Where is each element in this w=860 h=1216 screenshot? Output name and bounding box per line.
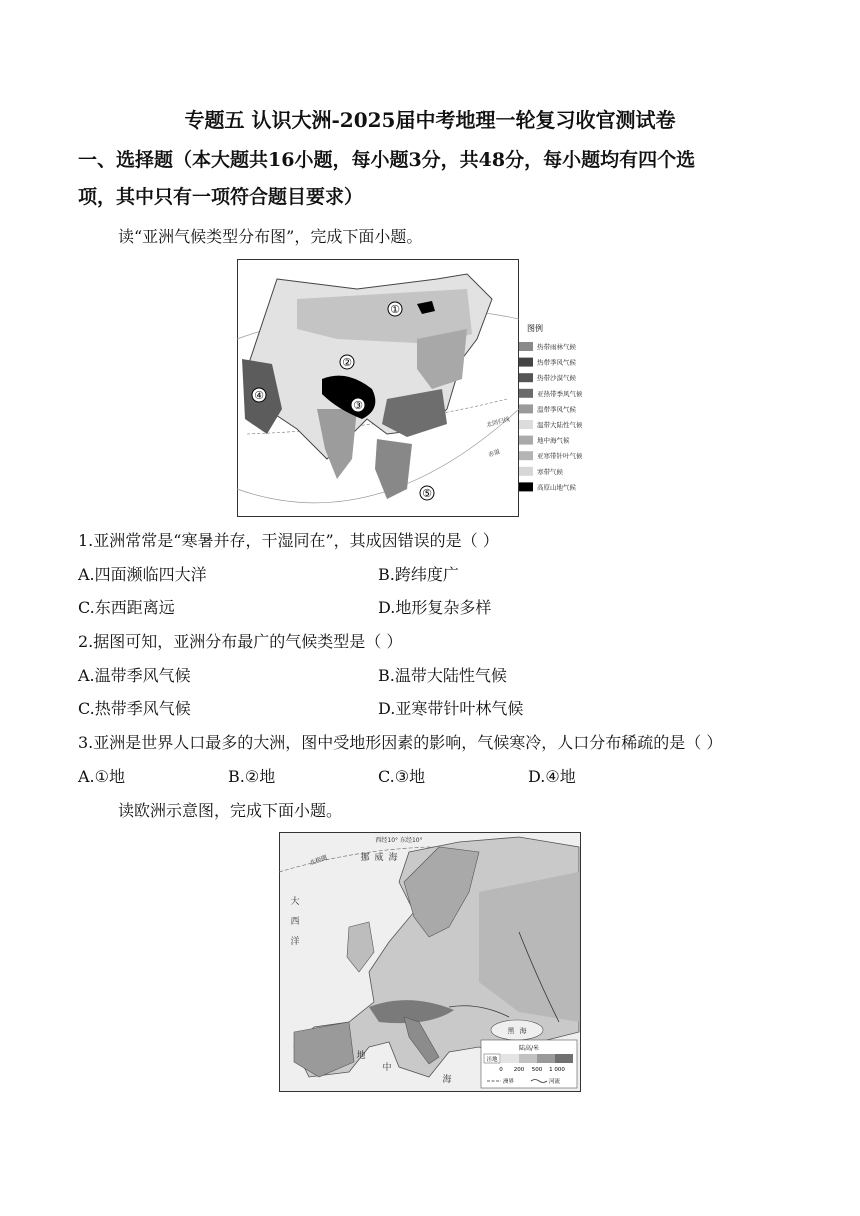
asia-legend-label-4: 温带季风气候 (537, 405, 576, 414)
ocean-label-2: 西 (290, 917, 300, 927)
asia-legend-swatch-8 (519, 467, 533, 476)
black-sea-label-2: 海 (519, 1027, 527, 1035)
q3-option-b[interactable]: B.②地 (228, 767, 276, 786)
ocean-label-3: 洋 (290, 937, 300, 947)
marker-2: ② (342, 356, 352, 369)
med-label-2: 中 (382, 1063, 392, 1073)
marker-1: ① (390, 303, 400, 316)
legend-border: 洲界 (503, 1079, 515, 1085)
marker-4: ④ (254, 389, 264, 402)
asia-legend-swatch-9 (519, 482, 533, 491)
asia-legend-label-5: 温带大陆性气候 (537, 421, 583, 429)
page-title: 专题五 认识大洲-2025届中考地理一轮复习收官测试卷 (184, 108, 676, 132)
asia-legend-swatch-1 (519, 358, 533, 367)
marker-3: ③ (353, 399, 363, 412)
arctic-label: 北极圈 (308, 854, 329, 867)
med-label-3: 海 (442, 1075, 452, 1085)
asia-legend-label-0: 热带雨林气候 (537, 343, 576, 351)
asia-legend-swatch-4 (519, 404, 533, 413)
q2-option-d[interactable]: D.亚寒带针叶林气候 (378, 699, 524, 718)
q1-option-a[interactable]: A.四面濒临四大洋 (78, 565, 207, 584)
asia-legend-swatch-7 (519, 451, 533, 460)
asia-legend-label-3: 亚热带季风气候 (537, 389, 583, 398)
sea-label-1: 挪 (360, 853, 370, 863)
asia-legend-label-9: 高原山地气候 (537, 483, 576, 492)
q1-option-c[interactable]: C.东西距离远 (78, 598, 175, 617)
asia-climate-map (237, 259, 583, 517)
question-3-stem: 3.亚洲是世界人口最多的大洲，图中受地形因素的影响，气候寒冷，人口分布稀疏的是（ ） (78, 733, 723, 752)
legend-tick-200: 200 (513, 1067, 525, 1073)
question-1-stem: 1.亚洲常常是“寒暑并存，干湿同在”，其成因错误的是（ ） (78, 531, 499, 550)
q3-option-c[interactable]: C.③地 (378, 767, 426, 786)
sea-label-2: 威 (374, 853, 384, 863)
legend-tick-1000: 1 000 (549, 1067, 565, 1073)
asia-legend-swatch-2 (519, 373, 533, 382)
section-heading-line2: 项，其中只有一项符合题目要求） (78, 186, 364, 208)
asia-legend-label-1: 热带季风气候 (537, 358, 576, 367)
legend-tick-0: 0 (499, 1067, 503, 1073)
q3-option-d[interactable]: D.④地 (528, 767, 576, 786)
europe-legend-title: 陆高/米 (518, 1045, 540, 1052)
asia-legend-label-6: 地中海气候 (537, 436, 570, 445)
asia-legend (519, 342, 583, 491)
asia-legend-title: 图例 (527, 324, 543, 333)
tropic-label: 北回归线 (485, 415, 511, 429)
ocean-label-1: 大 (290, 897, 300, 907)
asia-legend-swatch-3 (519, 389, 533, 398)
section-heading-line1: 一、选择题（本大题共16小题，每小题3分，共48分，每小题均有四个选 (78, 149, 696, 171)
europe-top-label: 西经10° 东经10° (375, 837, 423, 844)
q1-option-b[interactable]: B.跨纬度广 (378, 565, 459, 584)
asia-legend-swatch-5 (519, 420, 533, 429)
q2-option-b[interactable]: B.温带大陆性气候 (378, 666, 507, 685)
asia-legend-swatch-0 (519, 342, 533, 351)
marker-5: ⑤ (422, 487, 432, 500)
asia-legend-swatch-6 (519, 436, 533, 445)
question-2-stem: 2.据图可知，亚洲分布最广的气候类型是（ ） (78, 632, 403, 651)
q2-option-c[interactable]: C.热带季风气候 (78, 699, 191, 718)
legend-tick-500: 500 (531, 1067, 543, 1073)
asia-legend-label-2: 热带沙漠气候 (537, 374, 576, 383)
black-sea-label-1: 黑 (507, 1027, 515, 1035)
legend-river: 河流 (549, 1079, 561, 1085)
europe-map (279, 832, 581, 1092)
intro-europe: 读欧洲示意图，完成下面小题。 (118, 801, 343, 820)
asia-legend-label-7: 亚寒带针叶气候 (537, 452, 583, 461)
sea-label-3: 海 (388, 853, 398, 863)
legend-lowland: 洼地 (486, 1057, 498, 1063)
intro-asia: 读“亚洲气候类型分布图”，完成下面小题。 (118, 227, 423, 246)
asia-legend-label-8: 寒带气候 (537, 467, 563, 476)
q1-option-d[interactable]: D.地形复杂多样 (378, 598, 492, 617)
q3-option-a[interactable]: A.①地 (78, 767, 125, 786)
q2-option-a[interactable]: A.温带季风气候 (78, 666, 191, 685)
med-label-1: 地 (356, 1051, 366, 1061)
equator-label: 赤道 (487, 448, 501, 459)
europe-legend (481, 1040, 577, 1088)
